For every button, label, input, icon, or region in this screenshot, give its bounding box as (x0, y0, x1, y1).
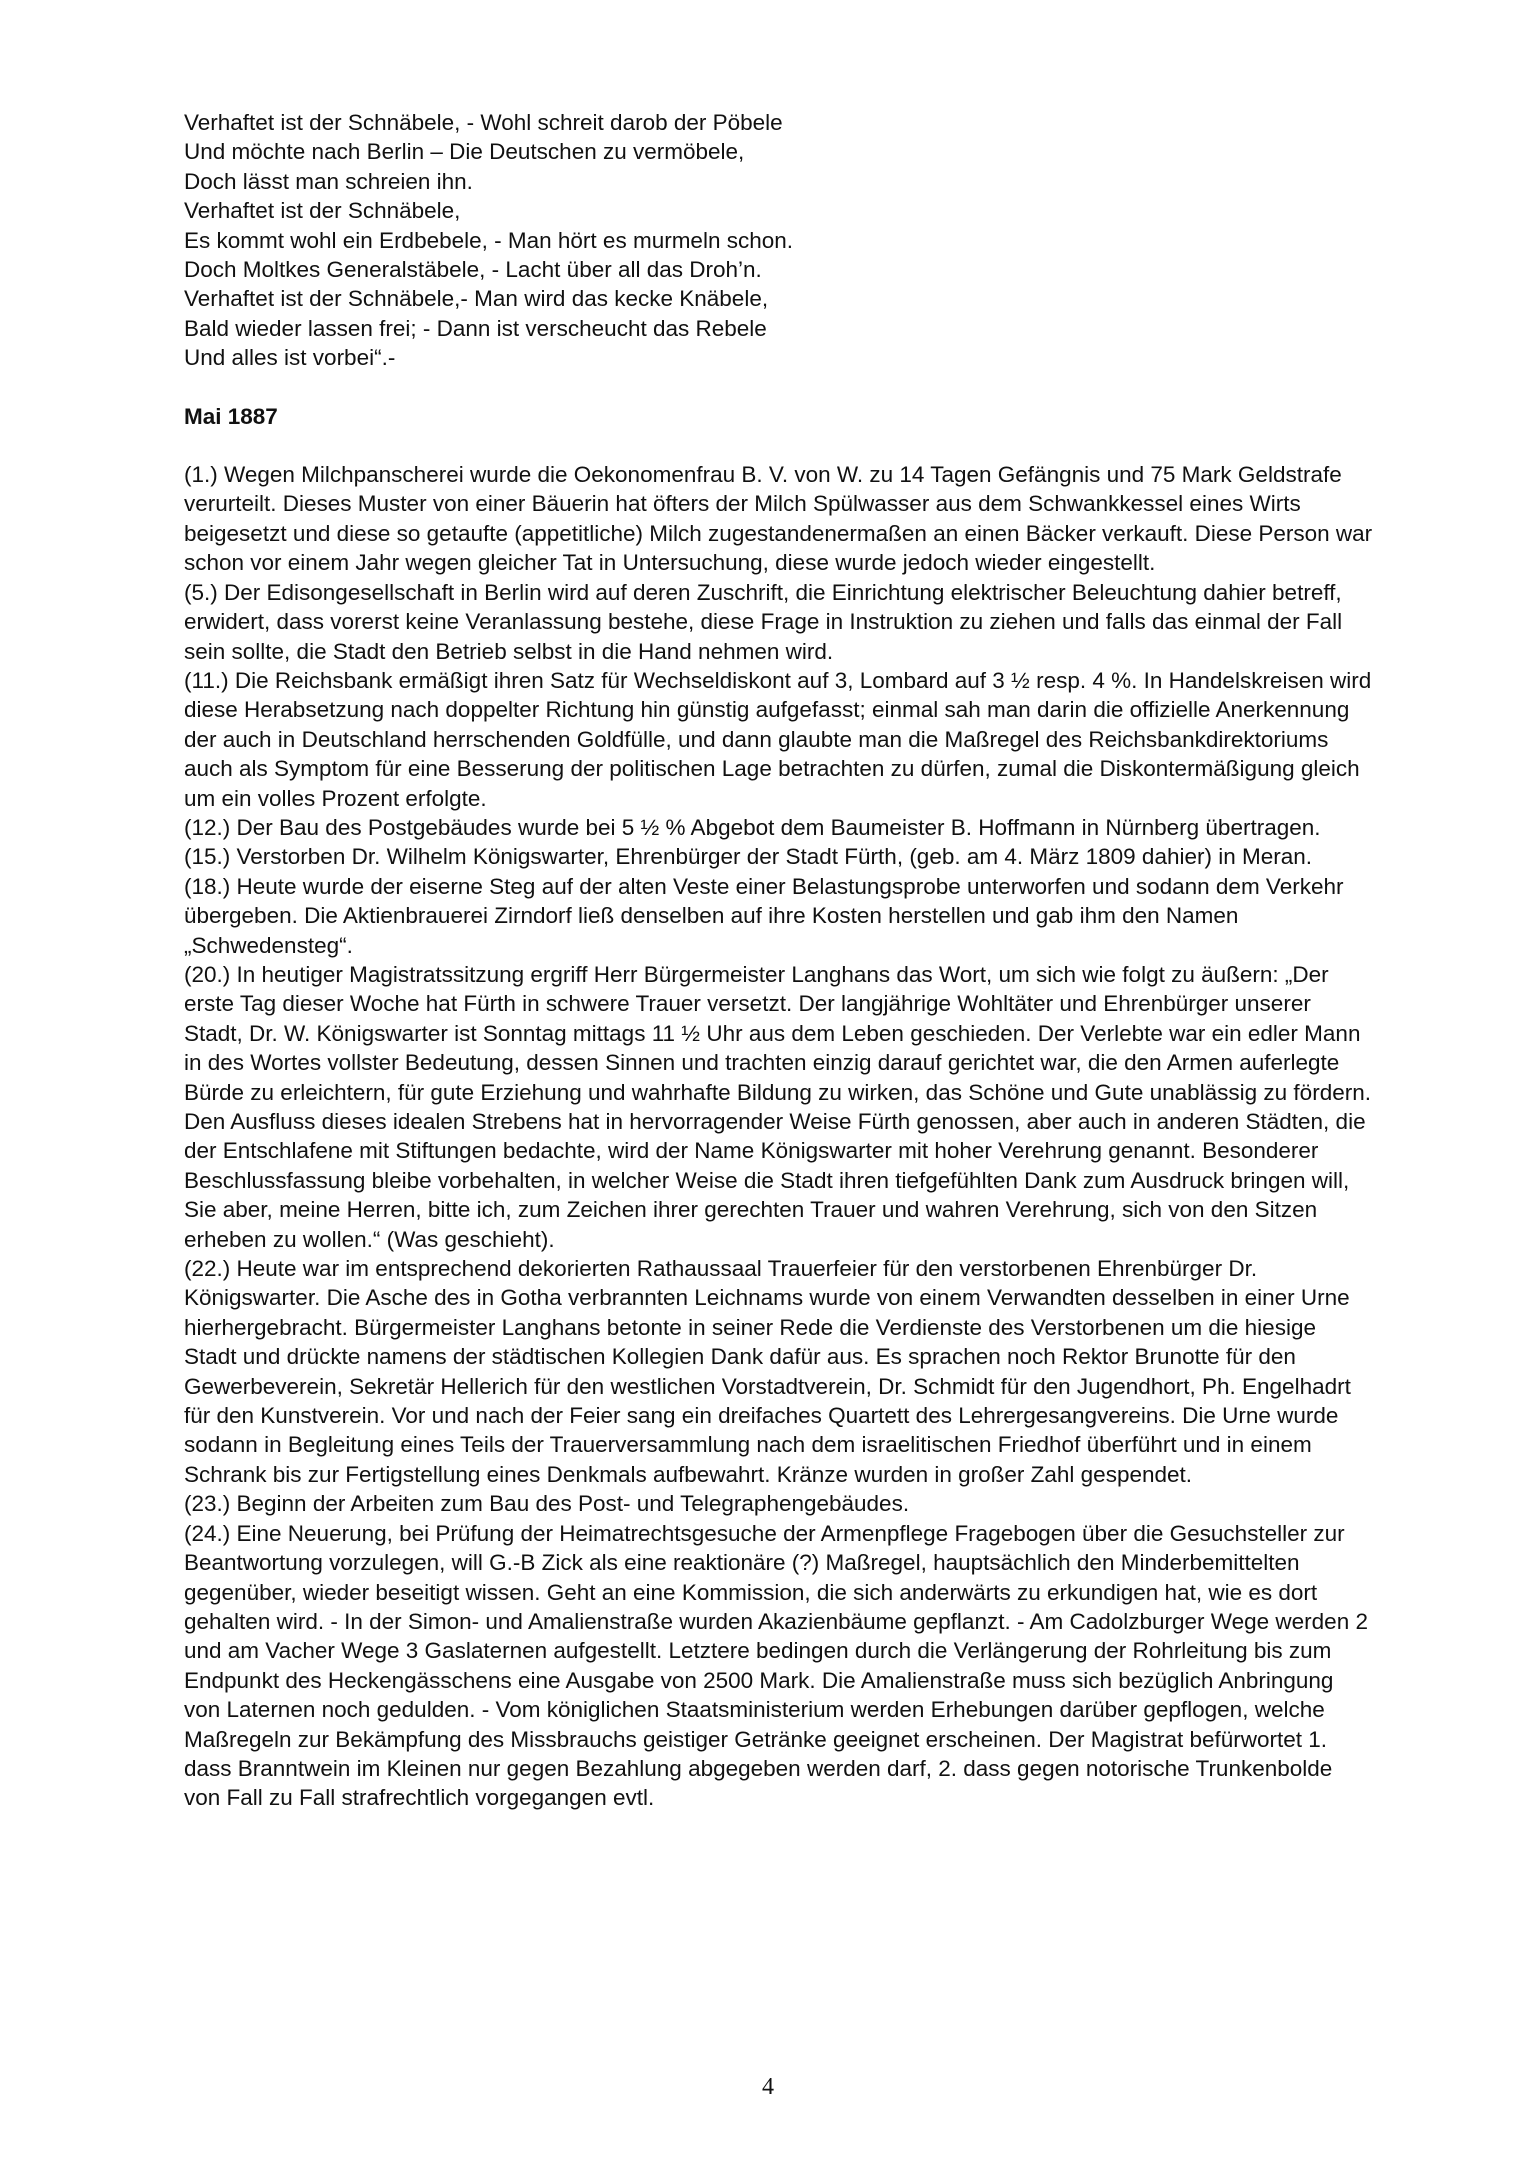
poem-line: Doch Moltkes Generalstäbele, - Lacht über all das Droh’n. (184, 257, 762, 283)
entry-paragraph: (18.) Heute wurde der eiserne Steg auf der alten Veste einer Belastungsprobe unterworfen und sodann dem Verkehr übergeben. Die Aktienbrauerei Zirndorf ließ denselben auf ihre Kosten herstellen und gab ihm den Namen „Schwedensteg“. (184, 873, 1344, 958)
entry-paragraph: (5.) Der Edisongesellschaft in Berlin wird auf deren Zuschrift, die Einrichtung elektrischer Beleuchtung dahier betreff, erwidert, dass vorerst keine Veranlassung bestehe, diese Frage in Instruktion zu ziehen und falls das einmal der Fall sein sollte, die Stadt den Betrieb selbst in die Hand nehmen wird. (184, 579, 1343, 664)
poem-line: Und möchte nach Berlin – Die Deutschen zu vermöbele, (184, 139, 745, 165)
entry-paragraph: (24.) Eine Neuerung, bei Prüfung der Heimatrechtsgesuche der Armenpflege Fragebogen über die Gesuchsteller zur Beantwortung vorzulegen, will G.-B Zick als eine reaktionäre (?) Maßregel, hauptsächlich den Minderbemittelten gegenüber, wieder beseitigt wissen. Geht an eine Kommission, die sich anderwärts zu erkundigen hat, wie es dort gehalten wird. - In der Simon- und Amalienstraße wurden Akazienbäume gepflanzt. - Am Cadolzburger Wege werden 2 und am Vacher Wege 3 Gaslaternen aufgestellt. Letztere bedingen durch die Verlängerung der Rohrleitung bis zum Endpunkt des Heckengässchens eine Ausgabe von 2500 Mark. Die Amalienstraße muss sich bezüglich Anbringung von Laternen noch gedulden. - Vom königlichen Staatsministerium werden Erhebungen darüber gepflogen, welche Maßregeln zur Bekämpfung des Missbrauchs geistiger Getränke geeignet erscheinen. Der Magistrat befürwortet 1. dass Branntwein im Kleinen nur gegen Bezahlung abgegeben werden darf, 2. dass gegen notorische Trunkenbolde von Fall zu Fall strafrechtlich vorgegangen evtl. (184, 1520, 1368, 1811)
entry-paragraph: (23.) Beginn der Arbeiten zum Bau des Post- und Telegraphengebäudes. (184, 1491, 910, 1517)
entries-list (184, 460, 1374, 1813)
entry-paragraph: (11.) Die Reichsbank ermäßigt ihren Satz für Wechseldiskont auf 3, Lombard auf 3 ½ resp. 4 %. In Handelskreisen wird diese Herabsetzung nach doppelter Richtung hin günstig aufgefasst; einmal sah man darin die offizielle Anerkennung der auch in Deutschland herrschenden Goldfülle, und dann glaubte man die Maßregel des Reichsbankdirektoriums auch als Symptom für eine Besserung der politischen Lage betrachten zu dürfen, zumal die Diskontermäßigung gleich um ein volles Prozent erfolgte. (184, 667, 1372, 811)
entry-paragraph: (22.) Heute war im entsprechend dekorierten Rathaussaal Trauerfeier für den verstorbenen Ehrenbürger Dr. Königswarter. Die Asche des in Gotha verbrannten Leichnams wurde von einem Verwandten desselben in einer Urne hierhergebracht. Bürgermeister Langhans betonte in seiner Rede die Verdienste des Verstorbenen um die hiesige Stadt und drückte namens der städtischen Kollegien Dank dafür aus. Es sprachen noch Rektor Brunotte für den Gewerbeverein, Sekretär Hellerich für den westlichen Vorstadtverein, Dr. Schmidt für den Jugendhort, Ph. Engelhadrt für den Kunstverein. Vor und nach der Feier sang ein dreifaches Quartett des Lehrergesangvereins. Die Urne wurde sodann in Begleitung eines Teils der Trauerversammlung nach dem israelitischen Friedhof überführt und in einem Schrank bis zur Fertigstellung eines Denkmals aufbewahrt. Kränze wurden in großer Zahl gespendet. (184, 1256, 1351, 1487)
poem-line: Und alles ist vorbei“.- (184, 345, 396, 371)
page-number: 4 (762, 2074, 774, 2100)
section-heading: Mai 1887 (184, 403, 278, 429)
document-page (184, 108, 1374, 1813)
poem-line: Verhaftet ist der Schnäbele, (184, 198, 461, 224)
poem-line: Bald wieder lassen frei; - Dann ist verscheucht das Rebele (184, 315, 767, 341)
poem-line: Doch lässt man schreien ihn. (184, 168, 473, 194)
poem-line: Verhaftet ist der Schnäbele,- Man wird das kecke Knäbele, (184, 286, 769, 312)
poem-line: Verhaftet ist der Schnäbele, - Wohl schreit darob der Pöbele (184, 110, 783, 135)
poem-line: Es kommt wohl ein Erdbebele, - Man hört es murmeln schon. (184, 227, 794, 253)
entry-paragraph: (20.) In heutiger Magistratssitzung ergriff Herr Bürgermeister Langhans das Wort, um sich wie folgt zu äußern: „Der erste Tag dieser Woche hat Fürth in schwere Trauer versetzt. Der langjährige Wohltäter und Ehrenbürger unserer Stadt, Dr. W. Königswarter ist Sonntag mittags 11 ½ Uhr aus dem Leben geschieden. Der Verlebte war ein edler Mann in des Wortes vollster Bedeutung, dessen Sinnen und trachten einzig darauf gerichtet war, die den Armen auferlegte Bürde zu erleichtern, für gute Erziehung und wahrhafte Bildung zu wirken, das Schöne und Gute unablässig zu fördern. Den Ausfluss dieses idealen Strebens hat in hervorragender Weise Fürth genossen, aber auch in anderen Städten, die der Entschlafene mit Stiftungen bedachte, wird der Name Königswarter mit hoher Verehrung genannt. Besonderer Beschlussfassung bleibe vorbehalten, in welcher Weise die Stadt ihren tiefgefühlten Dank zum Ausdruck bringen will, Sie aber, meine Herren, bitte ich, zum Zeichen ihrer gerechten Trauer und wahren Verehrung, sich von den Sitzen erheben zu wollen.“ (Was geschieht). (184, 961, 1371, 1252)
poem-block (184, 108, 1374, 373)
entry-paragraph: (12.) Der Bau des Postgebäudes wurde bei 5 ½ % Abgebot dem Baumeister B. Hoffmann in Nürnberg übertragen. (184, 814, 1321, 840)
entry-paragraph: (1.) Wegen Milchpanscherei wurde die Oekonomenfrau B. V. von W. zu 14 Tagen Gefängnis und 75 Mark Geldstrafe verurteilt. Dieses Muster von einer Bäuerin hat öfters der Milch Spülwasser aus dem Schwankkessel eines Wirts beigesetzt und diese so getaufte (appetitliche) Milch zugestandenermaßen an einen Bäcker verkauft. Diese Person war schon vor einem Jahr wegen gleicher Tat in Untersuchung, diese wurde jedoch wieder eingestellt. (184, 462, 1373, 576)
entry-paragraph: (15.) Verstorben Dr. Wilhelm Königswarter, Ehrenbürger der Stadt Fürth, (geb. am 4. März 1809 dahier) in Meran. (184, 844, 1313, 870)
